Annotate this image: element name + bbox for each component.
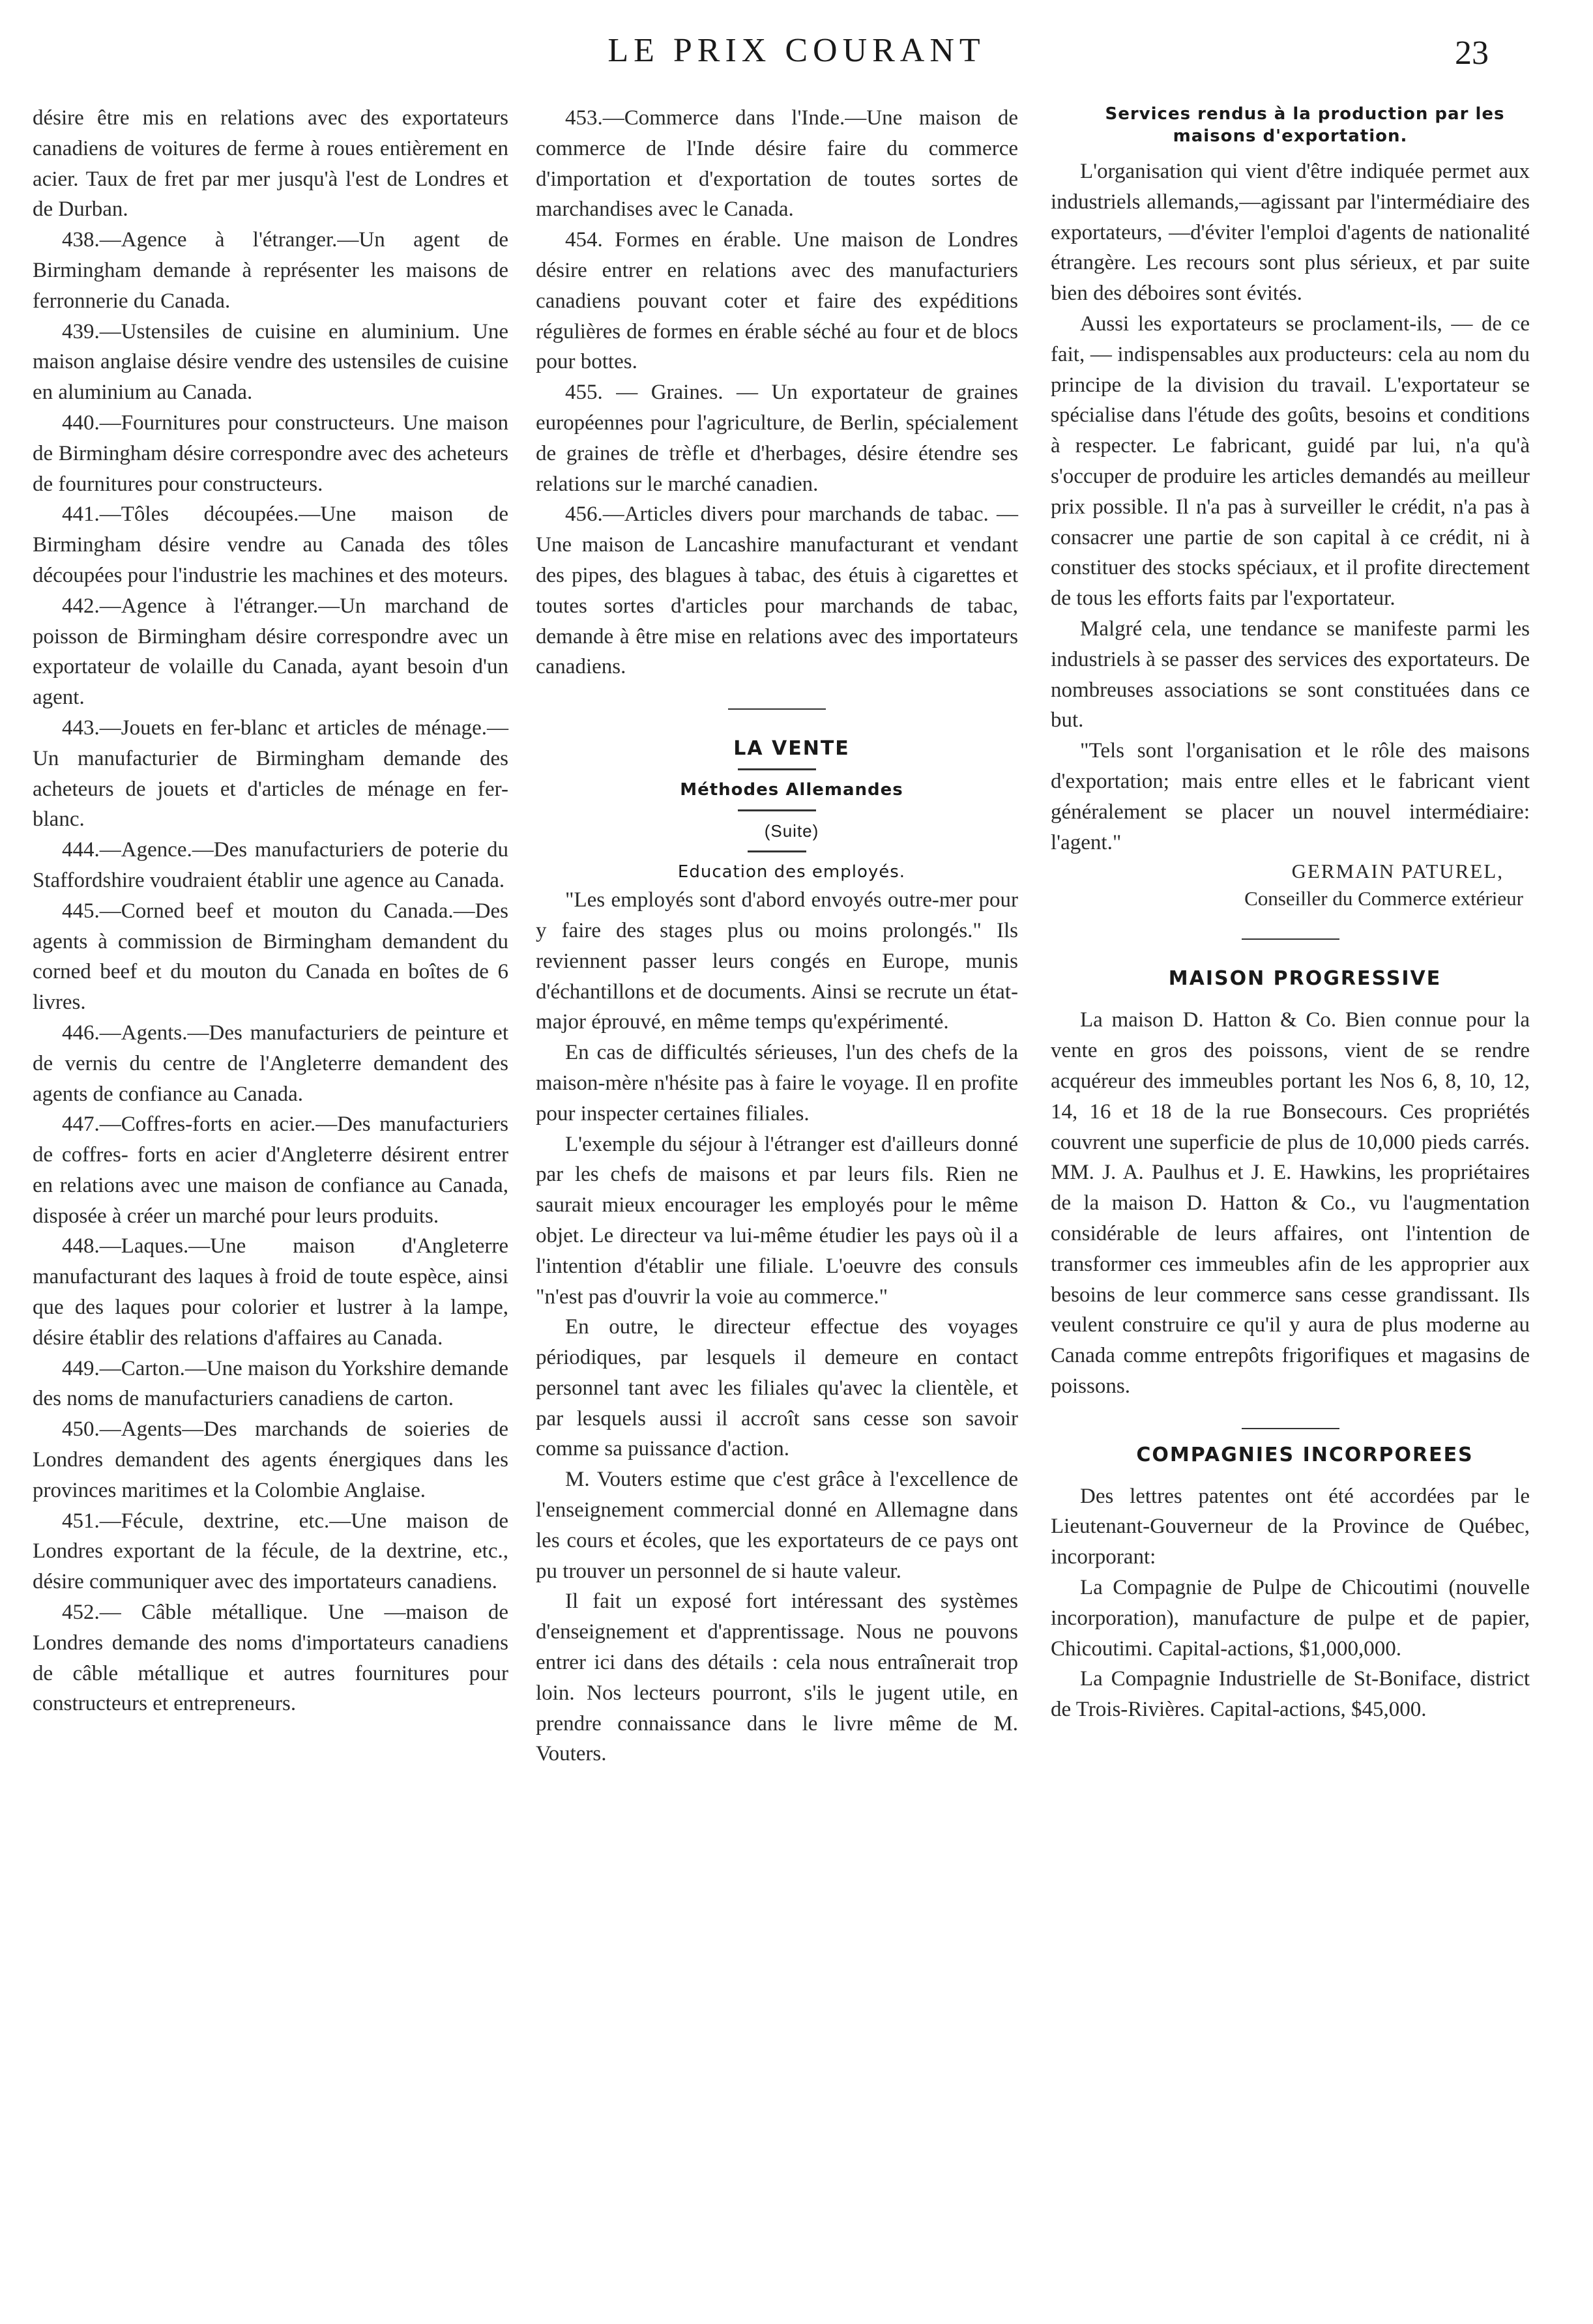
paragraph: En cas de difficultés sérieuses, l'un des chefs de la maison-mère n'hésite pas à faire le voyage. Il en profite pour inspecter certaines filiales. [536,1041,1018,1126]
column-2 [536,103,1018,1769]
paragraph: "Tels sont l'organisation et le rôle des maisons d'exportation; mais entre elles et le fabricant vient généralement se placer un nouvel intermédiaire: l'agent." [1051,739,1530,854]
paragraph: La Compagnie Industrielle de St-Boniface, district de Trois-Rivières. Capital-actions, $45,000. [1051,1667,1530,1722]
paragraph: 442.—Agence à l'étranger.—Un marchand de poisson de Birmingham désire correspondre avec un exportateur de volaille du Canada, ayant besoin d'un agent. [33,594,508,710]
paragraph: 446.—Agents.—Des manufacturiers de peinture et de vernis du centre de l'Angleterre demandent des agents de confiance au Canada. [33,1021,508,1106]
page-number: 23 [1455,35,1489,72]
paragraph: En outre, le directeur effectue des voyages périodiques, par lesquels il demeure en contact personnel tant avec les filiales qu'avec la clientèle, et par lesquels aussi il accroît sans cesse son savoir comme sa puissance d'action. [536,1315,1018,1461]
section-heading-maison-progressive: MAISON PROGRESSIVE [1168,967,1442,991]
column-3 [1051,103,1530,1725]
paragraph: 441.—Tôles découpées.—Une maison de Birmingham désire vendre au Canada des tôles découpées pour l'industrie les machines et des moteurs. [33,502,508,587]
paragraph: 447.—Coffres-forts en acier.—Des manufacturiers de coffres- forts en acier d'Angleterre désirent entrer en relations avec une maison de confiance au Canada, disposée à créer un marché pour leurs produits. [33,1112,508,1228]
paragraph: Des lettres patentes ont été accordées par le Lieutenant-Gouverneur de la Province de Québec, incorporant: [1051,1484,1530,1569]
paragraph: Il fait un exposé fort intéressant des systèmes d'enseignement et d'apprentissage. Nous ne pouvons entrer ici dans des détails : cela nous entraînerait trop loin. Nos lecteurs pourront, s'ils le jugent utile, en prendre connaissance dans le livre même de M. Vouters. [536,1590,1018,1766]
paragraph: 449.—Carton.—Une maison du Yorkshire demande des noms de manufacturiers canadiens de carton. [33,1356,508,1411]
author-signature: GERMAIN PATUREL, [1291,860,1504,883]
section-subheading: Méthodes Allemandes [680,780,903,800]
paragraph: La maison D. Hatton & Co. Bien connue pour la vente en gros des poissons, vient de se rendre acquéreur des immeubles portant les Nos 6, 8, 10, 12, 14, 16 et 18 de la rue Bonsecours. Ces propriétés couvrent une superficie de plus de 10,000 pieds carrés. MM. J. A. Paulhus et J. E. Hawkins, les propriétaires de la maison D. Hatton & Co., vu l'augmentation considérable de leurs affaires, ont l'intention de transformer ces immeubles afin de les approprier aux besoins de leur commerce sans cesse grandissant. Ils veulent construire ce qu'il y aura de plus moderne au Canada comme entrepôts frigorifiques et magasins de poissons. [1051,1008,1530,1398]
section-heading-la-vente: LA VENTE [733,737,850,761]
heading-underline [738,768,816,770]
paragraph: L'exemple du séjour à l'étranger est d'ailleurs donné par les chefs de maisons et par leurs fils. Rien ne saurait mieux encourager les employés pour le même objet. Le directeur va lui-même étudier les pays où il a l'intention d'établir une filiale. L'oeuvre des consuls "n'est pas d'ouvrir la voie au commerce." [536,1132,1018,1309]
paragraph: 443.—Jouets en fer-blanc et articles de ménage.—Un manufacturier de Birmingham demande des acheteurs de jouets et d'articles de ménage en fer-blanc. [33,716,508,832]
page-title: LE PRIX COURANT [607,32,986,69]
paragraph: Aussi les exportateurs se proclament-ils, — de ce fait, — indispensables aux producteurs: cela au nom du principe de la division du travail. L'exportateur se spécialise dans l'étude des goûts, besoins et conditions à respecter. Le fabricant, guidé par lui, n'a qu'à s'occuper de produire les articles demandés au meilleur prix possible. Il n'a pas à surveiller le crédit, n'a pas à consacrer une partie de son capital à ce crédit, ni à constituer des stocks spéciaux, et il profite directement de tous les efforts faits par l'exportateur. [1051,312,1530,611]
paragraph: 438.—Agence à l'étranger.—Un agent de Birmingham demande à représenter les maisons de ferronnerie du Canada. [33,228,508,313]
paragraph: 455. — Graines. — Un exportateur de graines européennes pour l'agriculture, de Berlin, spécialement de graines de trèfle et d'herbages, désire étendre ses relations sur le marché canadien. [536,381,1018,496]
heading-underline [748,850,806,852]
section-heading-services: Services rendus à la production par les maisons d'exportation. [1105,104,1505,146]
suite-label: (Suite) [764,821,819,841]
paragraph: M. Vouters estime que c'est grâce à l'excellence de l'enseignement commercial donné en Allemagne dans les cours et écoles, que les exportateurs de ce pays ont pu trouver un personnel de si haute valeur. [536,1468,1018,1583]
section-divider [728,708,826,710]
paragraph: 439.—Ustensiles de cuisine en aluminium. Une maison anglaise désire vendre des ustensiles de cuisine en aluminium au Canada. [33,319,508,405]
paragraph: 448.—Laques.—Une maison d'Angleterre manufacturant des laques à froid de toute espèce, ainsi que des laques pour colorier et lustrer à la lampe, désire établir des relations d'affaires au Canada. [33,1234,508,1350]
section-title-education: Education des employés. [677,862,906,882]
paragraph: Malgré cela, une tendance se manifeste parmi les industriels à se passer des services des exportateurs. De nombreuses associations se sont constituées dans ce but. [1051,617,1530,733]
paragraph: 445.—Corned beef et mouton du Canada.—Des agents à commission de Birmingham demandent du corned beef et du mouton du Canada en boîtes de 6 livres. [33,899,508,1015]
paragraph: 456.—Articles divers pour marchands de tabac. — Une maison de Lancashire manufacturant et vendant des pipes, des blagues à tabac, des étuis à cigarettes et toutes sortes d'articles pour marchands de tabac, demande à être mise en relations avec des importateurs canadiens. [536,502,1018,679]
paragraph: 454. Formes en érable. Une maison de Londres désire entrer en relations avec des manufacturiers canadiens pouvant coter et faire des expéditions régulières de formes en érable séché au four et de blocs pour bottes. [536,228,1018,374]
section-divider [1242,938,1339,940]
paragraph: 453.—Commerce dans l'Inde.—Une maison de commerce de l'Inde désire faire du commerce d'importation et d'exportation de toutes sortes de marchandises avec le Canada. [536,106,1018,222]
paragraph: 444.—Agence.—Des manufacturiers de poterie du Staffordshire voudraient établir une agence au Canada. [33,838,508,892]
section-heading-compagnies: COMPAGNIES INCORPOREES [1136,1443,1474,1466]
heading-underline [738,809,816,811]
paragraph: "Les employés sont d'abord envoyés outre-mer pour y faire des stages plus ou moins prolongés." Ils reviennent passer leurs congés en Europe, munis d'échantillons et de documents. Ainsi se recrute un état-major éprouvé, en même temps qu'expérimenté. [536,888,1018,1034]
paragraph: désire être mis en relations avec des exportateurs canadiens de voitures de ferme à roues entièrement en acier. Taux de fret par mer jusqu'à l'est de Londres et de Durban. [33,106,508,222]
author-title: Conseiller du Commerce extérieur [1244,887,1523,910]
column-1 [33,103,508,1719]
paragraph: 440.—Fournitures pour constructeurs. Une maison de Birmingham désire correspondre avec des acheteurs de fournitures pour constructeurs. [33,411,508,496]
section-divider [1242,1428,1339,1429]
paragraph: 450.—Agents—Des marchands de soieries de Londres demandent des agents énergiques dans les provinces maritimes et la Colombie Anglaise. [33,1417,508,1502]
paragraph: 452.— Câble métallique. Une —maison de Londres demande des noms d'importateurs canadiens de câble métallique et autres fournitures pour constructeurs et entrepreneurs. [33,1601,508,1716]
paragraph: La Compagnie de Pulpe de Chicoutimi (nouvelle incorporation), manufacture de pulpe et de papier, Chicoutimi. Capital-actions, $1,000,000. [1051,1576,1530,1661]
paragraph: 451.—Fécule, dextrine, etc.—Une maison de Londres exportant de la fécule, de la dextrine, etc., désire communiquer avec des importateurs canadiens. [33,1509,508,1594]
paragraph: L'organisation qui vient d'être indiquée permet aux industriels allemands,—agissant par l'intermédiaire des exportateurs, —d'éviter l'emploi d'agents de nationalité étrangère. Les recours sont plus sérieux, et par suite bien des déboires sont évités. [1051,160,1530,306]
